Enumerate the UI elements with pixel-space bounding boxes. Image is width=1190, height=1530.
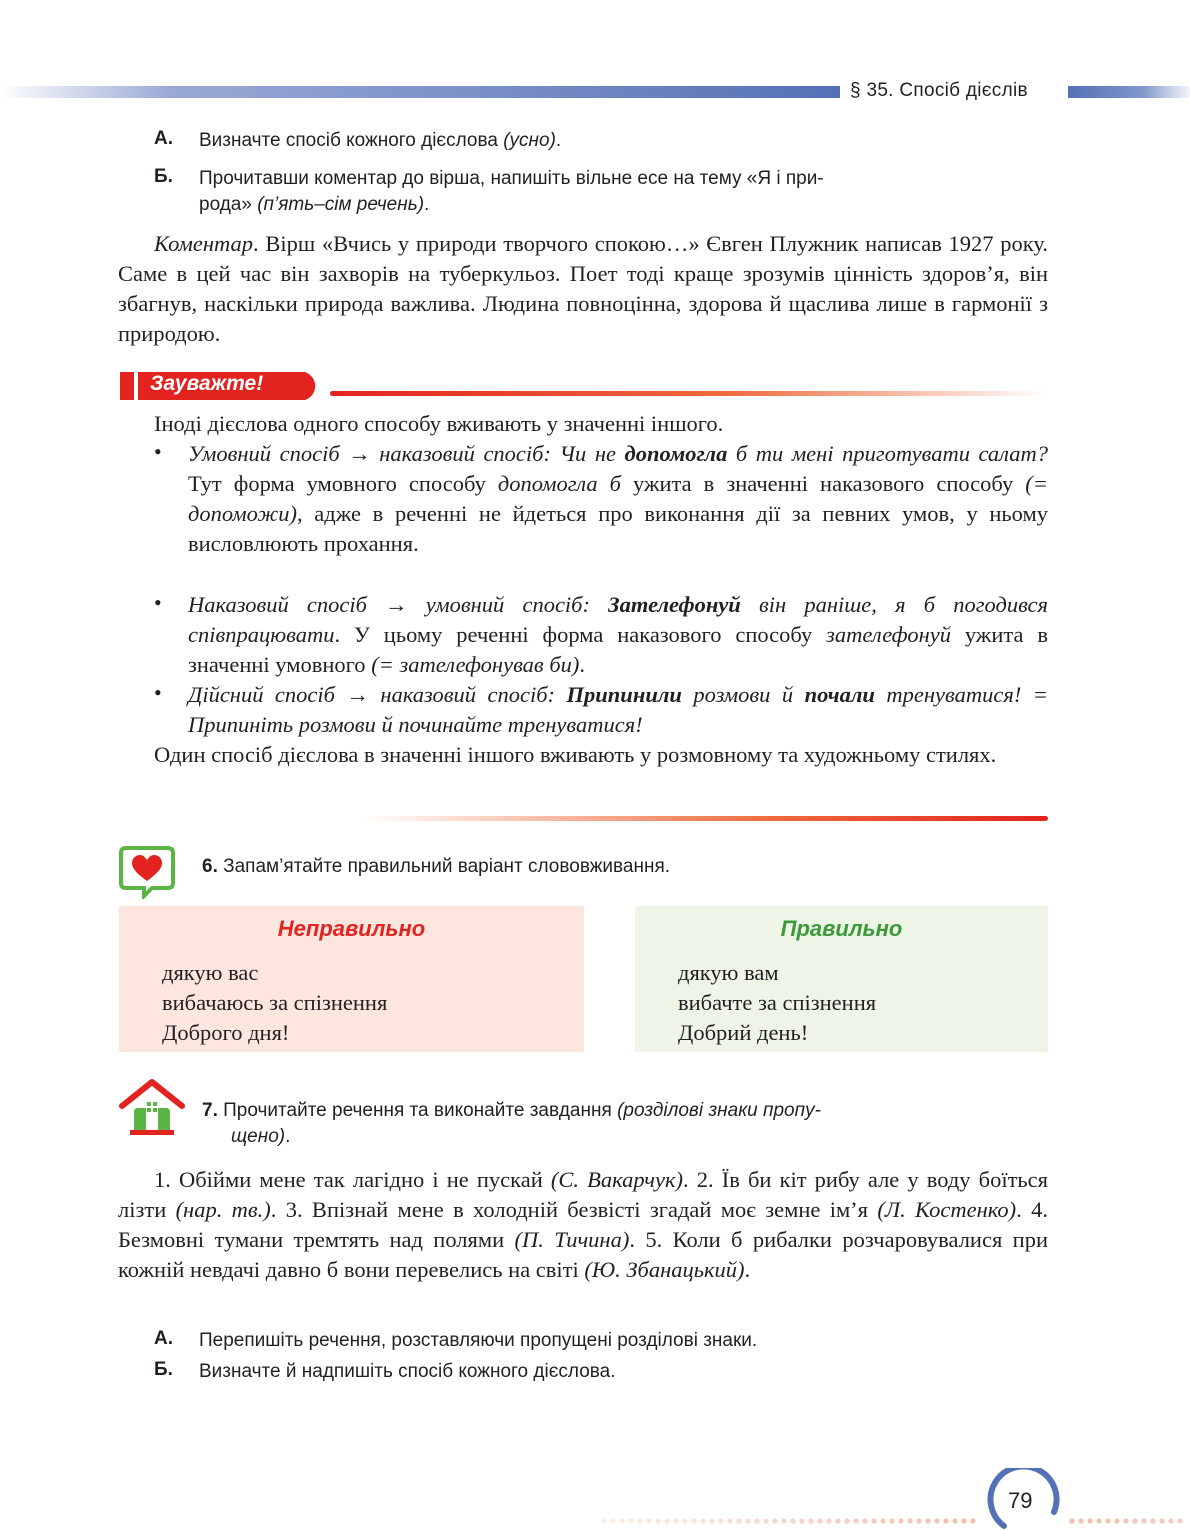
incorrect-list	[162, 958, 387, 1048]
decorative-dot	[907, 1518, 912, 1523]
decorative-dots	[600, 1516, 1190, 1526]
decorative-dot	[835, 1518, 840, 1523]
decorative-dot	[817, 1518, 822, 1523]
decorative-dot	[637, 1518, 642, 1523]
decorative-dot	[889, 1518, 894, 1523]
list-item: вибачте за спізнення	[678, 990, 877, 1015]
list-item: Доброго дня!	[162, 1020, 290, 1045]
incorrect-usage-box	[119, 906, 584, 1052]
task-b-letter: Б.	[154, 166, 173, 187]
decorative-dot	[871, 1518, 876, 1523]
incorrect-title: Неправильно	[277, 916, 426, 941]
decorative-dot	[1096, 1518, 1101, 1523]
commentary-paragraph: Коментар. Вірш «Вчись у природи творчого спокою…» Євген Плужник написав 1927 року. Саме в цей час він захворів на туберкульоз. Поет тоді краще зрозумів цінність здоров’я, він збагнув, наскільки природа важлива. Людина повноцінна, здорова й щаслива лише в гармонії з природою.	[118, 231, 1048, 346]
decorative-dot	[664, 1518, 669, 1523]
decorative-dot	[745, 1518, 750, 1523]
heart-speech-icon	[118, 845, 176, 899]
decorative-dot	[970, 1518, 975, 1523]
decorative-dot	[718, 1518, 723, 1523]
decorative-dot	[1150, 1518, 1155, 1523]
header-bar-left	[0, 86, 840, 98]
page-number: 79	[1008, 1488, 1033, 1513]
decorative-dot	[1087, 1518, 1092, 1523]
decorative-dot	[925, 1518, 930, 1523]
note-divider-bottom	[360, 816, 1048, 821]
task-7b-letter: Б.	[154, 1359, 173, 1380]
decorative-dot	[862, 1518, 867, 1523]
decorative-dot	[691, 1518, 696, 1523]
task-7a-letter: А.	[154, 1328, 173, 1349]
task-a-letter: А.	[154, 128, 173, 149]
decorative-dot	[898, 1518, 903, 1523]
decorative-dot	[1114, 1518, 1119, 1523]
task-a-text: Визначте спосіб кожного дієслова (усно).	[199, 130, 562, 151]
decorative-dot	[772, 1518, 777, 1523]
decorative-dot	[655, 1518, 660, 1523]
home-task-icon	[118, 1078, 186, 1136]
decorative-dot	[1078, 1518, 1083, 1523]
decorative-dot	[961, 1518, 966, 1523]
note-divider-top	[330, 391, 1048, 396]
decorative-dot	[727, 1518, 732, 1523]
correct-usage-box	[635, 906, 1048, 1052]
decorative-dot	[808, 1518, 813, 1523]
bullet-marker: •	[154, 439, 162, 464]
header-bar-right	[1068, 86, 1190, 98]
decorative-dot	[943, 1518, 948, 1523]
note-outro: Один спосіб дієслова в значенні іншого вживають у розмовному та художньому стилях.	[154, 742, 997, 767]
note-bullet-2: Наказовий спосіб → умовний спосіб: Зателефонуй він раніше, я б погодився співпрацювати. У цьому реченні форма наказового способу зателефонуй ужита в значенні умовного (= зателефонував би).	[188, 592, 1048, 677]
list-item: дякую вас	[162, 960, 259, 985]
note-tag-label: Зауважте!	[150, 372, 264, 395]
exercise-6-instruction: 6. Запам’ятайте правильний варіант слововживання.	[202, 856, 671, 877]
decorative-dot	[1141, 1518, 1146, 1523]
list-item: вибачаюсь за спізнення	[162, 990, 388, 1015]
decorative-dot	[601, 1518, 606, 1523]
decorative-dot	[682, 1518, 687, 1523]
bullet-marker: •	[154, 590, 162, 615]
list-item: дякую вам	[678, 960, 779, 985]
decorative-dot	[1177, 1518, 1182, 1523]
decorative-dot	[826, 1518, 831, 1523]
decorative-dot	[880, 1518, 885, 1523]
exercise-7-instruction: 7. Прочитайте речення та виконайте завдання (розділові знаки пропу- щено).	[202, 1100, 821, 1147]
decorative-dot	[1105, 1518, 1110, 1523]
task-7a-text: Перепишіть речення, розставляючи пропущені розділові знаки.	[199, 1330, 758, 1351]
section-title: § 35. Спосіб дієслів	[850, 80, 1028, 101]
decorative-dot	[646, 1518, 651, 1523]
exercise-7-sentences: 1. Обійми мене так лагідно і не пускай (С. Вакарчук). 2. Їв би кіт рибу але у воду боїться лізти (нар. тв.). 3. Впізнай мене в холодній безвісті згадай моє земне ім’я (Л. Костенко). 4. Безмовні тумани тремтять над полями (П. Тичина). 5. Коли б рибалки розчаровувалися при кожній невдачі давно б вони перевелись на світі (Ю. Збанацький).	[118, 1167, 1049, 1282]
decorative-dot	[781, 1518, 786, 1523]
decorative-dot	[673, 1518, 678, 1523]
note-intro: Іноді дієслова одного способу вживають у значенні іншого.	[154, 411, 724, 436]
decorative-dot	[952, 1518, 957, 1523]
decorative-dot	[610, 1518, 615, 1523]
decorative-dot	[1168, 1518, 1173, 1523]
decorative-dot	[628, 1518, 633, 1523]
decorative-dot	[1123, 1518, 1128, 1523]
decorative-dot	[916, 1518, 921, 1523]
decorative-dot	[790, 1518, 795, 1523]
decorative-dot	[763, 1518, 768, 1523]
decorative-dot	[754, 1518, 759, 1523]
note-bullet-3: Дійсний спосіб → наказовий спосіб: Припинили розмови й почали тренуватися! = Припиніть розмови й починайте тренуватися!	[188, 682, 1048, 737]
decorative-dot	[619, 1518, 624, 1523]
decorative-dot	[934, 1518, 939, 1523]
note-bullet-1: Умовний спосіб → наказовий спосіб: Чи не допомогла б ти мені приготувати салат? Тут форма умовного способу допомогла б ужита в значенні наказового способу (= допоможи), адже в реченні не йдеться про виконання дії за певних умов, у ньому висловлюють прохання.	[188, 441, 1048, 556]
decorative-dot	[1132, 1518, 1137, 1523]
decorative-dot	[700, 1518, 705, 1523]
decorative-dot	[853, 1518, 858, 1523]
decorative-dot	[844, 1518, 849, 1523]
task-b-text: Прочитавши коментар до вірша, напишіть вільне есе на тему «Я і при- рода» (п’ять–сім речень).	[199, 168, 824, 215]
bullet-marker: •	[154, 680, 162, 705]
decorative-dot	[709, 1518, 714, 1523]
correct-list	[678, 958, 876, 1048]
list-item: Добрий день!	[678, 1020, 809, 1045]
task-7b-text: Визначте й надпишіть спосіб кожного дієслова.	[199, 1361, 616, 1382]
correct-title: Правильно	[780, 916, 903, 941]
decorative-dot	[1069, 1518, 1074, 1523]
decorative-dot	[1159, 1518, 1164, 1523]
decorative-dot	[736, 1518, 741, 1523]
decorative-dot	[799, 1518, 804, 1523]
